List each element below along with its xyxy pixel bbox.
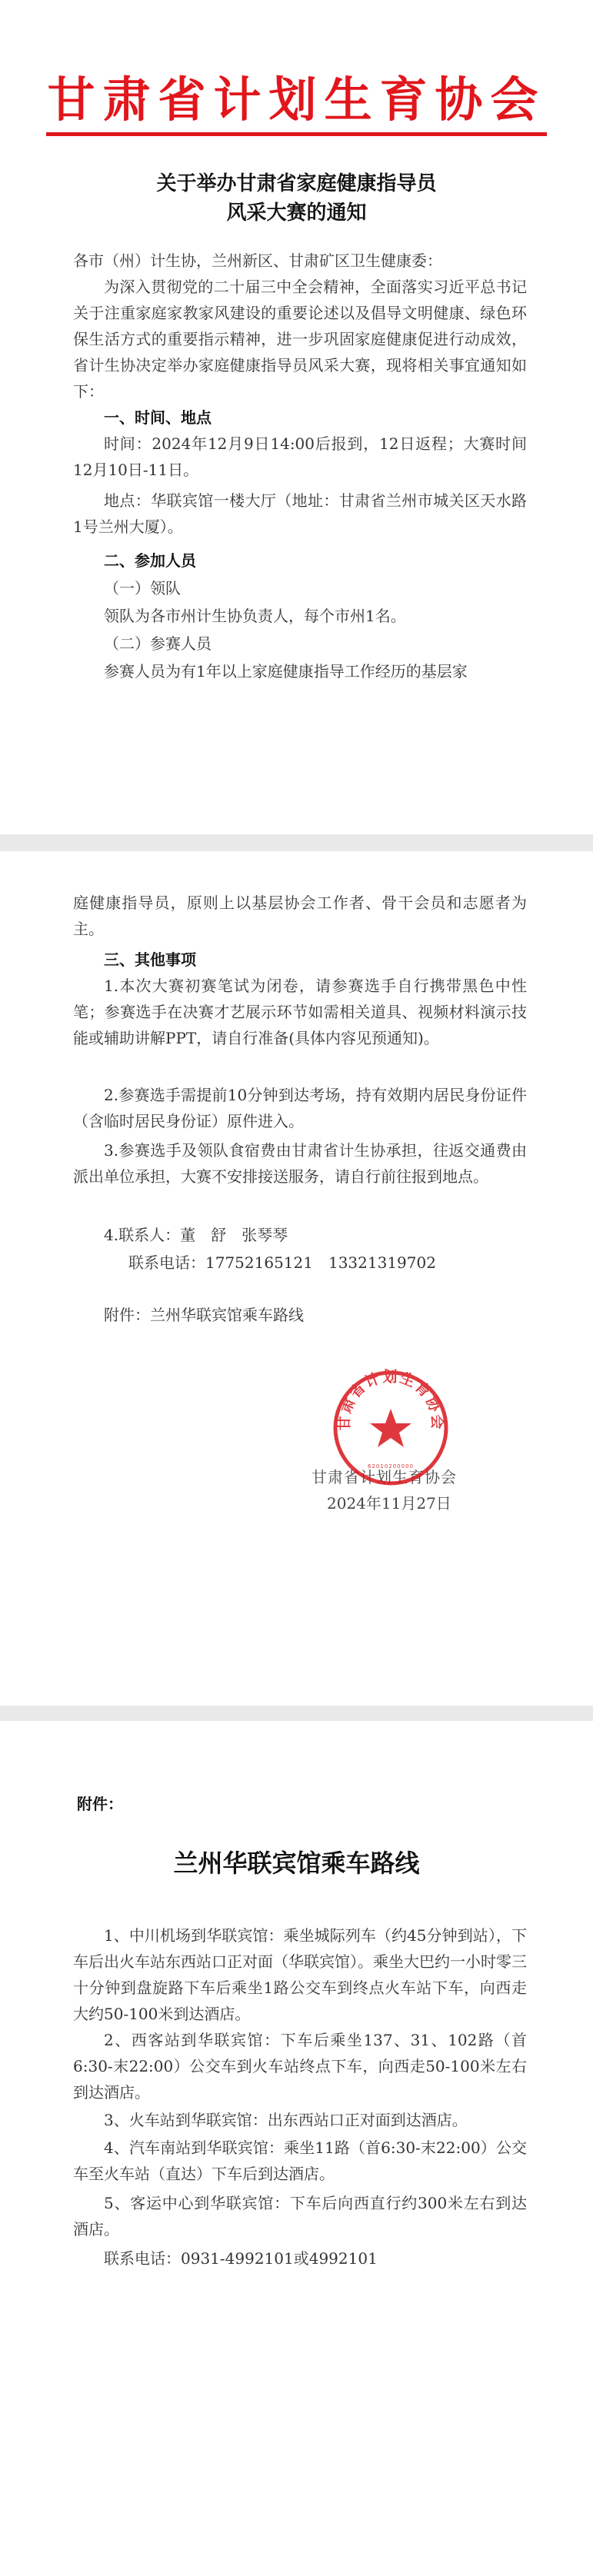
route-1: 1、中川机场到华联宾馆：乘坐城际列车（约45分钟到站），下车后出火车站东西站口正对面（华联宾馆）。乘坐大巴约一小时零三十分钟到盘旋路下车后乘坐1路公交车到终点火车站下车，向西走大约50-100米到达酒店。 <box>73 1926 527 2023</box>
document-page-1 <box>0 0 593 834</box>
place-paragraph: 地点：华联宾馆一楼大厅（地址：甘肃省兰州市城关区天水路1号兰州大厦）。 <box>73 491 527 536</box>
subsection-2-text-start: 参赛人员为有1年以上家庭健康指导工作经历的基层家 <box>104 662 468 681</box>
subsection-1-text: 领队为各市州计生协负责人，每个市州1名。 <box>104 607 406 625</box>
route-3: 3、火车站到华联宾馆：出东西站口正对面到达酒店。 <box>104 2111 468 2129</box>
annex-title: 兰州华联宾馆乘车路线 <box>173 1849 420 1878</box>
svg-text:甘肃省计划生育协会: 甘肃省计划生育协会 <box>335 1368 446 1431</box>
subsection-2-text-continued: 庭健康指导员，原则上以基层协会工作者、骨干会员和志愿者为主。 <box>73 894 527 938</box>
route-5: 5、客运中心到华联宾馆：下车后向西直行约300米左右到达酒店。 <box>73 2194 527 2238</box>
section-2-heading: 二、参加人员 <box>104 551 196 570</box>
route-4: 4、汽车南站到华联宾馆：乘坐11路（首6:30-末22:00）公交车至火车站（直达）下车后到达酒店。 <box>73 2138 527 2183</box>
svg-text:62010200000: 62010200000 <box>368 1463 414 1469</box>
time-paragraph: 时间：2024年12月9日14:00后报到，12日返程；大赛时间12月10日-11日。 <box>73 434 527 479</box>
route-2: 2、西客站到华联宾馆：下车后乘坐137、31、102路（首6:30-末22:00）公交车到火车站终点下车，向西走50-100米左右到达酒店。 <box>73 2031 527 2102</box>
letterhead-title: 甘肃省计划生育协会 <box>47 72 546 128</box>
item-3: 3.参赛选手及领队食宿费由甘肃省计生协承担，往返交通费由派出单位承担，大赛不安排接送服务，请自行前往报到地点。 <box>73 1141 527 1186</box>
contact-label: 4.联系人： <box>104 1226 181 1244</box>
document-title-line-2: 风采大赛的通知 <box>226 201 367 225</box>
letterhead-divider <box>46 132 547 136</box>
signature-organization: 甘肃省计划生育协会 <box>311 1468 457 1486</box>
phone-line <box>73 1250 527 1276</box>
contact-names: 董 舒 张琴琴 <box>180 1226 288 1244</box>
document-page-2 <box>0 851 593 1706</box>
document-page-3 <box>0 1721 593 2576</box>
subsection-2-heading: （二）参赛人员 <box>104 634 212 653</box>
official-seal-icon <box>329 1366 452 1489</box>
contact-line <box>73 1222 527 1248</box>
phone-numbers: 17752165121 13321319702 <box>205 1253 436 1272</box>
section-3-heading: 三、其他事项 <box>104 950 196 969</box>
section-1-heading: 一、时间、地点 <box>104 408 212 427</box>
annex-contact-phone: 联系电话：0931-4992101或4992101 <box>104 2249 378 2268</box>
item-2: 2.参赛选手需提前10分钟到达考场，持有效期内居民身份证件（含临时居民身份证）原件进入。 <box>73 1086 527 1130</box>
signature-date: 2024年11月27日 <box>327 1494 451 1513</box>
phone-label: 联系电话： <box>128 1253 205 1272</box>
document-title-line-1: 关于举办甘肃省家庭健康指导员 <box>156 172 437 195</box>
attachment-note: 附件：兰州华联宾馆乘车路线 <box>104 1306 304 1324</box>
intro-paragraph: 为深入贯彻党的二十届三中全会精神，全面落实习近平总书记关于注重家庭家教家风建设的重要论述以及倡导文明健康、绿色环保生活方式的重要指示精神，进一步巩固家庭健康促进行动成效，省计生协决定举办家庭健康指导员风采大赛，现将相关事宜通知如下： <box>73 278 527 401</box>
subsection-1-heading: （一）领队 <box>104 579 181 597</box>
item-1: 1.本次大赛初赛笔试为闭卷，请参赛选手自行携带黑色中性笔；参赛选手在决赛才艺展示环节如需相关道具、视频材料演示技能或辅助讲解PPT，请自行准备(具体内容见预通知)。 <box>73 977 527 1047</box>
addressee: 各市（州）计生协，兰州新区、甘肃矿区卫生健康委： <box>73 251 442 270</box>
annex-label: 附件： <box>77 1795 123 1813</box>
